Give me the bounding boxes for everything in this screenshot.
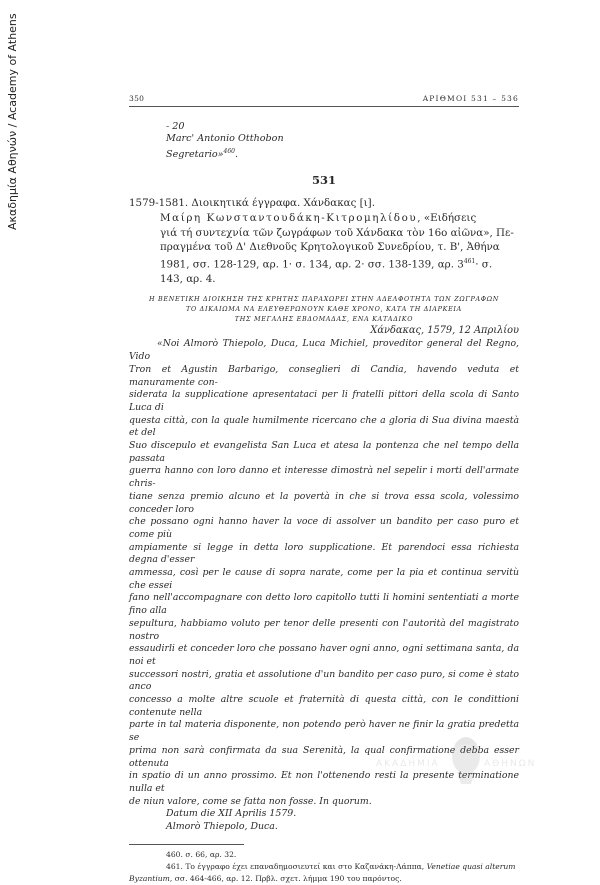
body-line: sepultura, habbiamo voluto per tenor delle presenti con l'autorità del magistrato nostro: [129, 617, 519, 642]
body-line: Suo discepulo et evangelista San Luca et atesa la pontenza che nel tempo della passata: [129, 440, 519, 464]
page-number: 350: [129, 94, 145, 103]
header-rule: [129, 106, 519, 107]
footnote-460: 460. σ. 66, αρ. 32.: [166, 849, 237, 859]
body-line: siderata la supplicatione apresentataci per li fratelli pittori della scola di Santo Luca di: [129, 389, 519, 413]
body-line: guerra hanno con loro danno et interesse dimostrà nel sepelir i morti dell'armate chris-: [129, 465, 519, 490]
body-line: ammessa, così per le cause di sopra narate, come per la pia et continua servitù che essei: [129, 567, 519, 591]
body-line: Tron et Agustin Barbarigo, conseglieri di Candia, havendo veduta et manuramente con-: [129, 363, 519, 388]
signature-line: Segretario»$^{460}$.: [166, 147, 239, 160]
signature-line: - 20: [166, 121, 185, 132]
body-line: che possano ogni hanno haver la voce di assolver un bandito per caso puro et come più: [129, 516, 519, 540]
body-line: tiane senza premio alcuno et la povertà in che si trova essa scola, volessimo conceder loro: [129, 490, 519, 515]
body-line: prima non sarà confirmata da sua Serenità, la qual confirmatione debba esser ottenuta: [129, 744, 519, 769]
body-line: in spatio di un anno prossimo. Et non l'ottenendo resti la presente terminatione nulla et: [129, 770, 519, 794]
footnote-ref-460: 460: [223, 147, 235, 155]
footnote-461-cont: Byzantium, σσ. 464-466, αρ. 12. Πρβλ. σχετ. λήμμα 190 του παρόντος.: [129, 873, 402, 883]
body-line: parte in tal materia disponente, non potendo però haver ne finir la gratia predetta se: [129, 719, 519, 744]
body-line: concesso a molte altre scuole et fraternità di questa città, con le condittioni contenute nella: [129, 694, 519, 718]
running-head: [129, 94, 519, 103]
footnote-ref-461: 461: [463, 257, 476, 265]
footnote-461: 461. Το έγγραφο έχει επαναδημοσιευτεί και στο Καζανάκη-Λάππα, Venetiae quasi alterum: [166, 861, 516, 871]
body-line: ampiamente si legge in detta loro supplicatione. Et parendoci essa richiesta degna d'esser: [129, 541, 519, 566]
body-line: fano nell'accompagnare con detto loro capitollo tutti li homini sententiati a morte fino alla: [129, 592, 519, 617]
document-metadata: [129, 196, 519, 286]
bibliography-author: Μαίρη Κωνσταντουδάκη-Κιτρομηλίδου: [160, 212, 418, 224]
watermark-text-right: ΑΘΗΝΩΝ: [484, 759, 537, 769]
document-number: 531: [311, 173, 336, 188]
body-line: questa città, con la quale humilmente ricercano che a gloria di Sua divina maestà et del: [129, 414, 519, 439]
footnotes: [129, 849, 519, 885]
signature-line: Marc' Antonio Otthobon: [166, 133, 284, 145]
dateline: Χάνδακας, 1579, 12 Απριλίου: [370, 325, 519, 337]
meta-date-type: 1579-1581. Διοικητικά έγγραφα. Χάνδακας [ι].: [129, 197, 375, 210]
footnote-rule: [129, 844, 244, 845]
document-heading: Η ΒΕΝΕΤΙΚΗ ΔΙΟΙΚΗΣΗ ΤΗΣ ΚΡΗΤΗΣ ΠΑΡΑΧΩΡΕΙ ΣΤΗΝ ΑΔΕΛΦΟΤΗΤΑ ΤΩΝ ΖΩΓΡΑΦΩΝ ΤΟ ΔΙΚΑΙΩΜΑ ΝΑ ΕΛΕΥΘΕΡΩΝΟΥΝ ΚΑΘΕ ΧΡΟΝΟ, ΚΑΤΑ ΤΗ ΔΙΑΡΚΕΙΑ ΤΗΣ ΜΕΓΑΛΗΣ ΕΒΔΟΜΑΔΑΣ, ΕΝΑ ΚΑΤΑΔΙΚΟ: [148, 295, 500, 324]
preceding-signature: [166, 121, 519, 161]
closing-line: Almorò Thiepolo, Duca.: [166, 821, 278, 833]
body-line: successori nostri, gratia et assolutione d'un bandito per caso puro, si come è stato anco: [129, 668, 519, 693]
archive-side-label: Ακαδημία Αθηνών / Academy of Athens: [6, 13, 19, 230]
academy-watermark: [376, 726, 537, 816]
body-line: «Noi Almorò Thiepolo, Duca, Luca Michiel, proveditor general del Regno, Vido: [129, 338, 519, 363]
section-range: ΑΡΙΘΜΟΙ 531 – 536: [422, 94, 519, 103]
athena-head-icon: [449, 734, 483, 786]
bibliography: Μαίρη Κωνσταντουδάκη-Κιτρομηλίδου, «Ειδήσεις γιά τή συντεχνία τῶν ζωγράφων τοῦ Χάνδακα τὸν 16ο αἰῶνα», Πε- πραγμένα τοῦ Δ' Διεθνοῦς Κρητολογικοῦ Συνεδρίου, τ. Β', Ἀθήνα 1981, σσ. 128-129, αρ. 1· σ. 134, αρ. 2· σσ. 138-139, αρ. $3^{461}\cdot \sigma$. 143, αρ. 4.: [160, 212, 514, 285]
watermark-text-left: ΑΚΑΔΗΜΙΑ: [376, 759, 440, 769]
closing-line: Datum die XII Aprilis 1579.: [166, 808, 297, 820]
body-line: de niun valore, come se fatta non fosse. In quorum.: [129, 795, 372, 807]
body-line: essaudirli et conceder loro che possano haver ogni anno, ogni settimana santa, da noi et: [129, 643, 519, 667]
